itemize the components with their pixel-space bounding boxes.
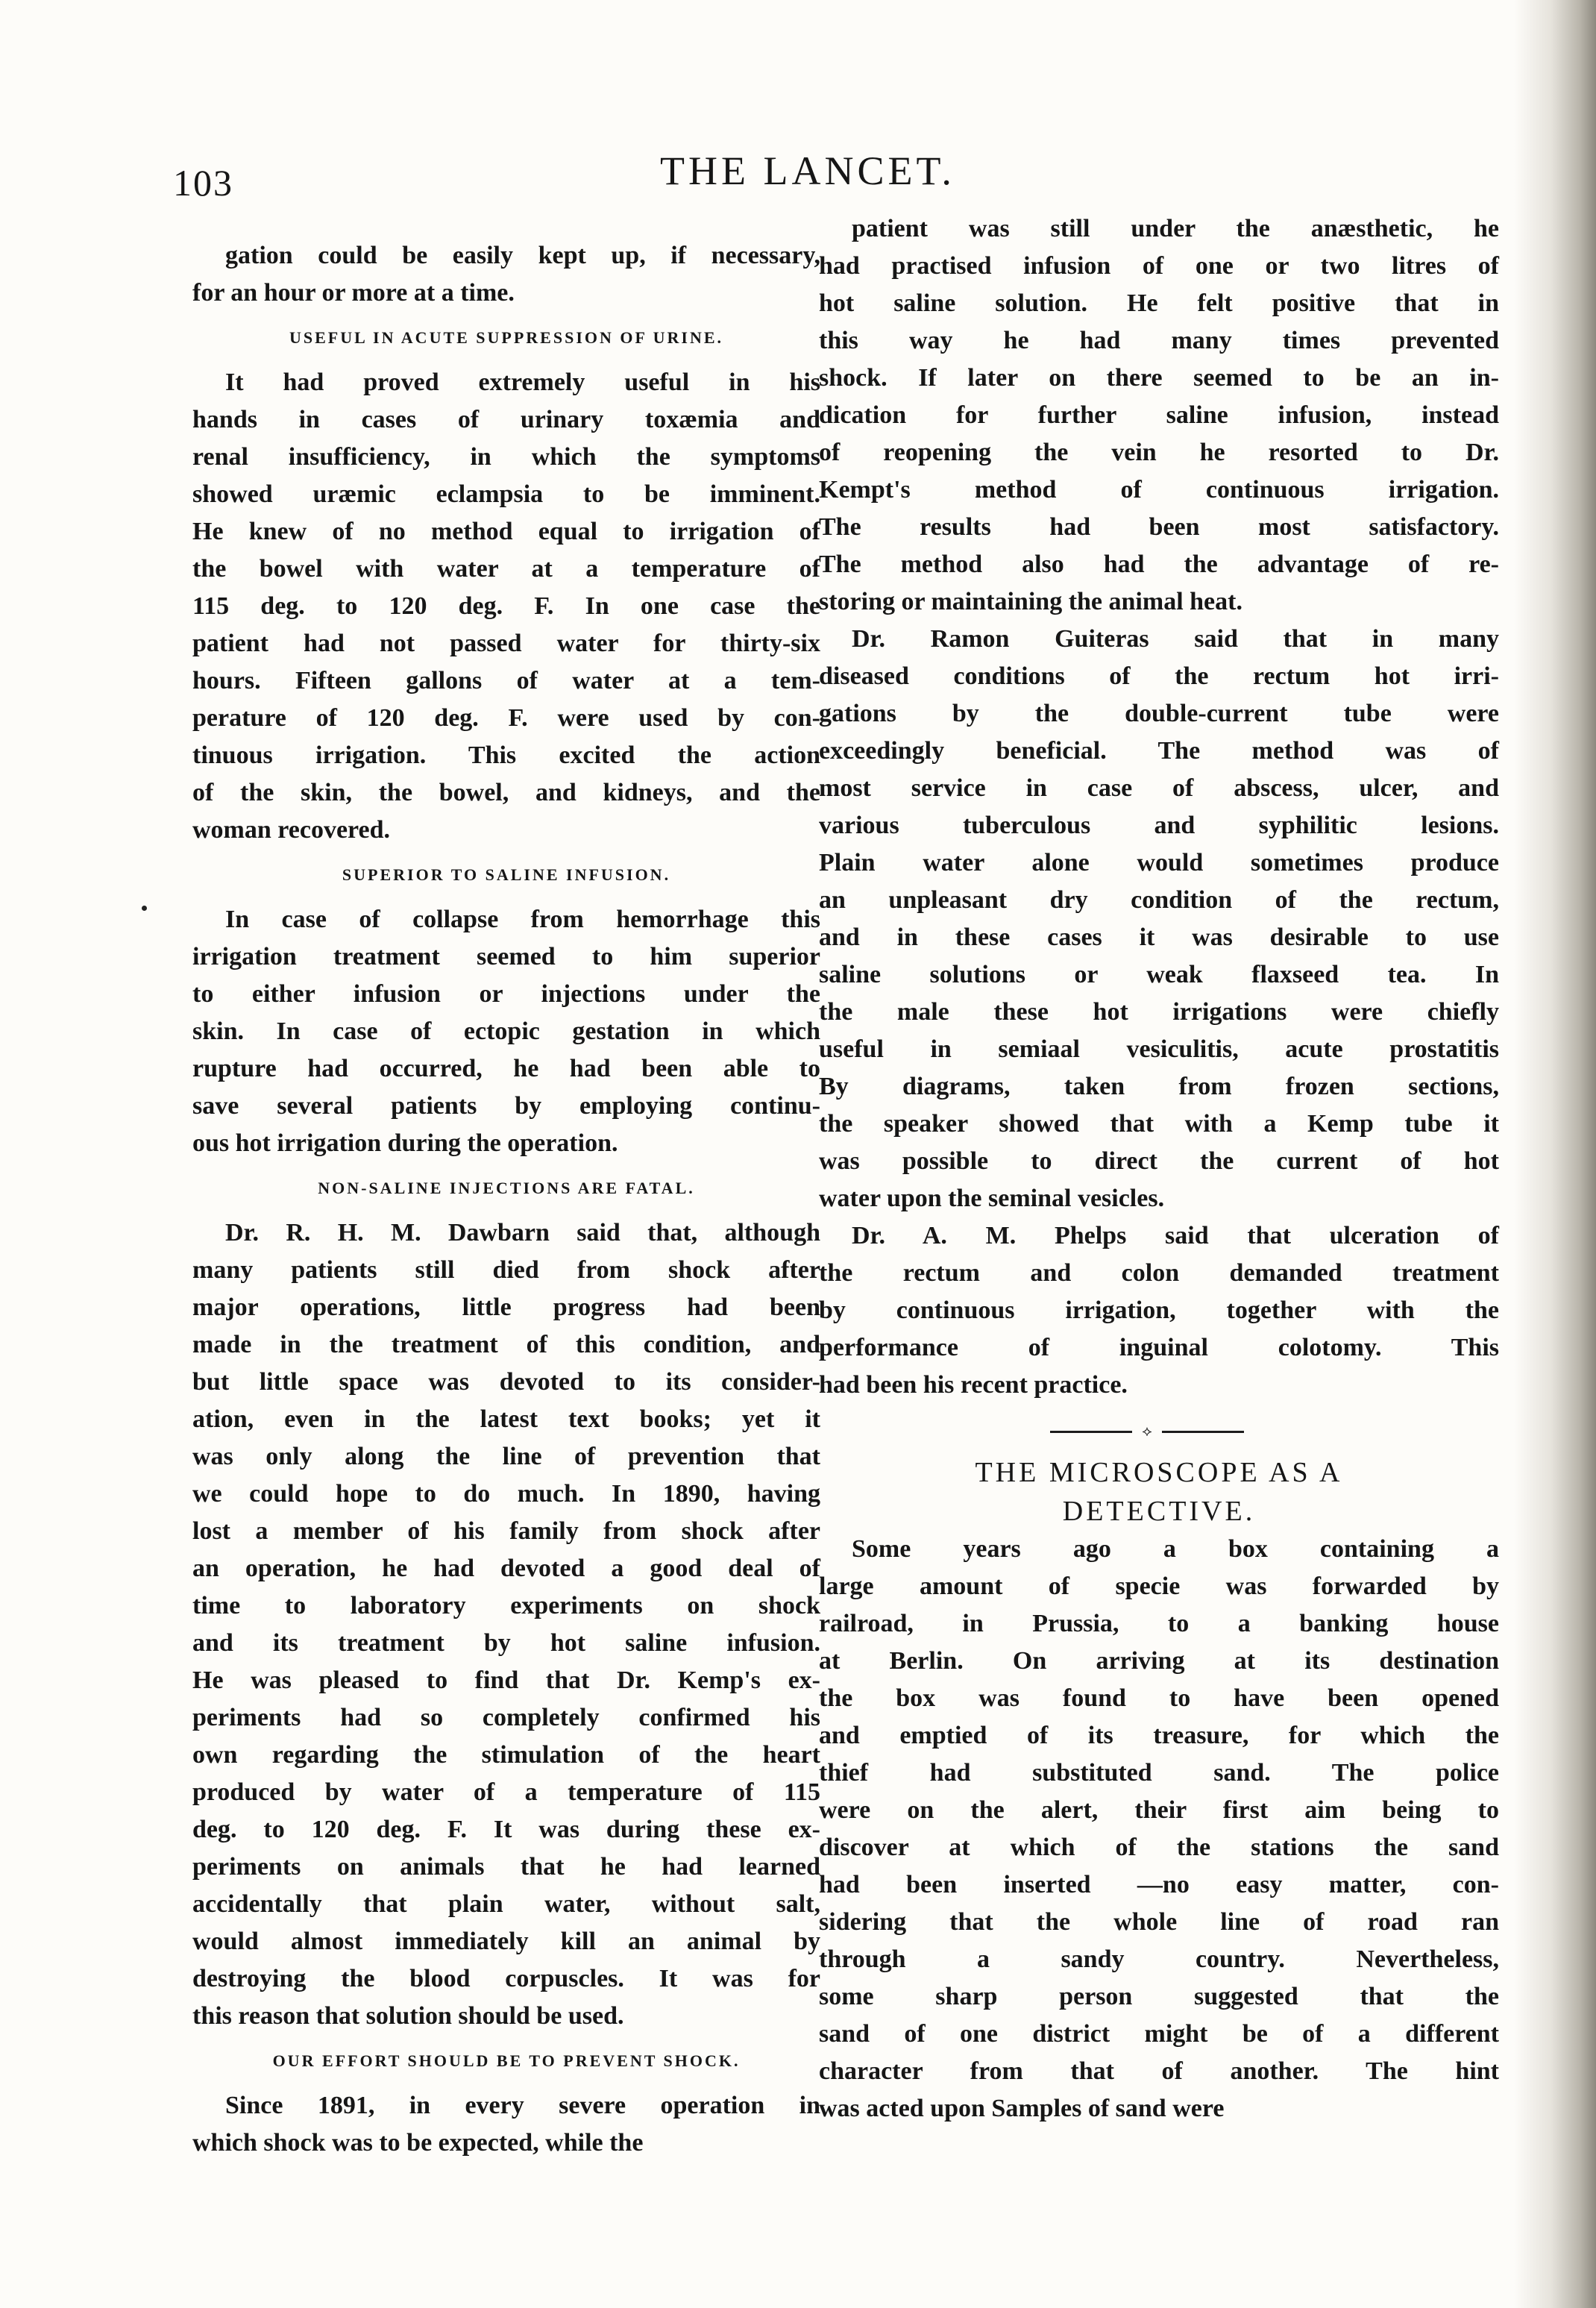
text-line: 115 deg. to 120 deg. F. In one case the [192,592,820,620]
text-line: Dr. R. H. M. Dawbarn said that, although [225,1219,820,1246]
text-line: Dr. Ramon Guiteras said that in many [852,625,1499,653]
text-line: and in these cases it was desirable to use [819,923,1499,951]
text-line: this reason that solution should be used. [192,2002,624,2030]
page-edge-shadow [1514,0,1596,2308]
text-line: we could hope to do much. In 1890, having [192,1480,820,1508]
text-line: and its treatment by hot saline infusion. [192,1629,820,1657]
text-line: irrigation treatment seemed to him superior [192,943,820,970]
text-line: save several patients by employing continu- [192,1092,820,1120]
text-line: would almost immediately kill an animal by [192,1928,820,1955]
text-line: Kempt's method of continuous irrigation. [819,476,1499,504]
text-line: Dr. A. M. Phelps said that ulceration of [852,1222,1499,1249]
text-line: time to laboratory experiments on shock [192,1592,820,1619]
text-line: was acted upon Samples of sand were [819,2095,1225,2122]
paragraph [819,210,1499,621]
paragraph [192,1214,820,2035]
text-line: by continuous irrigation, together with the [819,1296,1499,1324]
text-line: saline solutions or weak flaxseed tea. In [819,961,1499,988]
text-line: Plain water alone would sometimes produce [819,849,1499,877]
text-line: and emptied of its treasure, for which the [819,1722,1499,1749]
page-number: 103 [173,162,233,204]
text-line: was possible to direct the current of hot [819,1147,1499,1175]
section-subheading: USEFUL IN ACUTE SUPPRESSION OF URINE. [289,328,724,347]
text-line: water upon the seminal vesicles. [819,1185,1165,1212]
text-line: was only along the line of prevention that [192,1443,820,1470]
text-line: It had proved extremely useful in his [225,369,820,396]
paragraph [192,2087,820,2162]
text-line: gation could be easily kept up, if necessary, [225,242,820,269]
text-line: patient was still under the anæsthetic, he [852,215,1499,242]
text-line: through a sandy country. Nevertheless, [819,1945,1499,1973]
section-subheading: NON-SALINE INJECTIONS ARE FATAL. [318,1179,695,1197]
text-line: periments on animals that he had learned [192,1853,820,1881]
text-line: rupture had occurred, he had been able to [192,1055,820,1082]
paragraph [192,901,820,1162]
section-divider [819,1404,1499,1453]
text-line: were on the alert, their first aim being to [819,1796,1499,1824]
journal-title: THE LANCET. [660,148,955,193]
text-line: railroad, in Prussia, to a banking house [819,1610,1499,1637]
text-line: showed uræmic eclampsia to be imminent. [192,480,820,508]
paragraph [819,621,1499,1217]
text-line: storing or maintaining the animal heat. [819,588,1242,615]
text-line: woman recovered. [192,816,391,844]
text-line: exceedingly beneficial. The method was of [819,737,1499,765]
text-line: performance of inguinal colotomy. This [819,1334,1499,1361]
paragraph [819,1217,1499,1404]
text-line: but little space was devoted to its consider- [192,1368,820,1396]
text-line: renal insufficiency, in which the symptoms [192,443,820,471]
text-line: perature of 120 deg. F. were used by con- [192,704,820,732]
text-line: own regarding the stimulation of the heart [192,1741,820,1769]
text-line: hours. Fifteen gallons of water at a tem- [192,667,820,694]
text-line: ation, even in the latest text books; yet it [192,1405,820,1433]
text-line: the speaker showed that with a Kemp tube it [819,1110,1499,1138]
text-line: of the skin, the bowel, and kidneys, and the [192,779,820,806]
paragraph [192,364,820,849]
text-line: accidentally that plain water, without salt, [192,1890,820,1918]
section-subheading: OUR EFFORT SHOULD BE TO PREVENT SHOCK. [272,2051,741,2070]
text-line: at Berlin. On arriving at its destination [819,1647,1499,1675]
text-line: large amount of specie was forwarded by [819,1572,1499,1600]
text-line: sidering that the whole line of road ran [819,1908,1499,1936]
divider-ornament: ⟡ [1132,1423,1162,1440]
text-line: had been his recent practice. [819,1371,1128,1399]
text-line: an unpleasant dry condition of the rectum, [819,886,1499,914]
text-line: made in the treatment of this condition, and [192,1331,820,1358]
text-line: an operation, he had devoted a good deal of [192,1555,820,1582]
text-line: which shock was to be expected, while the [192,2129,644,2157]
text-line: Since 1891, in every severe operation in [225,2092,820,2119]
text-line: the male these hot irrigations were chiefly [819,998,1499,1026]
text-line: major operations, little progress had been [192,1293,820,1321]
text-line: the box was found to have been opened [819,1684,1499,1712]
left-column [192,237,820,2162]
text-line: He knew of no method equal to irrigation of [192,518,820,545]
text-line: gations by the double-current tube were [819,700,1499,727]
text-line: patient had not passed water for thirty-six [192,630,820,657]
text-line: of reopening the vein he resorted to Dr. [819,439,1499,466]
paragraph [819,1531,1499,2127]
text-line: sand of one district might be of a different [819,2020,1499,2048]
text-line: tinuous irrigation. This excited the action [192,741,820,769]
text-line: this way he had many times prevented [819,327,1499,354]
text-line: thief had substituted sand. The police [819,1759,1499,1787]
text-line: hands in cases of urinary toxæmia and [192,406,820,433]
text-line: By diagrams, taken from frozen sections, [819,1073,1499,1100]
ink-speck [142,906,147,911]
text-line: for an hour or more at a time. [192,279,515,307]
text-line: produced by water of a temperature of 115 [192,1778,820,1806]
paragraph [192,237,820,312]
article-title-line: DETECTIVE. [1062,1496,1256,1527]
section-subheading: SUPERIOR TO SALINE INFUSION. [342,865,671,884]
text-line: Some years ago a box containing a [852,1535,1499,1563]
text-line: ous hot irrigation during the operation. [192,1129,618,1157]
text-line: most service in case of abscess, ulcer, and [819,774,1499,802]
text-line: character from that of another. The hint [819,2057,1499,2085]
text-line: The method also had the advantage of re- [819,551,1499,578]
text-line: various tuberculous and syphilitic lesions. [819,812,1499,839]
text-line: had been inserted —no easy matter, con- [819,1871,1499,1898]
right-column [819,210,1499,2127]
text-line: the rectum and colon demanded treatment [819,1259,1499,1287]
text-line: many patients still died from shock after [192,1256,820,1284]
text-line: diseased conditions of the rectum hot irri- [819,662,1499,690]
text-line: discover at which of the stations the sand [819,1834,1499,1861]
article-title-line: THE MICROSCOPE AS A [975,1457,1343,1488]
text-line: The results had been most satisfactory. [819,513,1499,541]
text-line: to either infusion or injections under the [192,980,820,1008]
text-line: shock. If later on there seemed to be an in- [819,364,1499,392]
text-line: destroying the blood corpuscles. It was for [192,1965,820,1992]
text-line: the bowel with water at a temperature of [192,555,820,583]
text-line: some sharp person suggested that the [819,1983,1499,2010]
text-line: deg. to 120 deg. F. It was during these ex- [192,1816,820,1843]
text-line: periments had so completely confirmed his [192,1704,820,1731]
text-line: skin. In case of ectopic gestation in which [192,1017,820,1045]
text-line: useful in semiaal vesiculitis, acute prostatitis [819,1035,1499,1063]
text-line: He was pleased to find that Dr. Kemp's ex- [192,1666,820,1694]
text-line: dication for further saline infusion, instead [819,401,1499,429]
text-line: lost a member of his family from shock after [192,1517,820,1545]
text-line: hot saline solution. He felt positive that in [819,289,1499,317]
text-line: In case of collapse from hemorrhage this [225,906,820,933]
text-line: had practised infusion of one or two litres of [819,252,1499,280]
